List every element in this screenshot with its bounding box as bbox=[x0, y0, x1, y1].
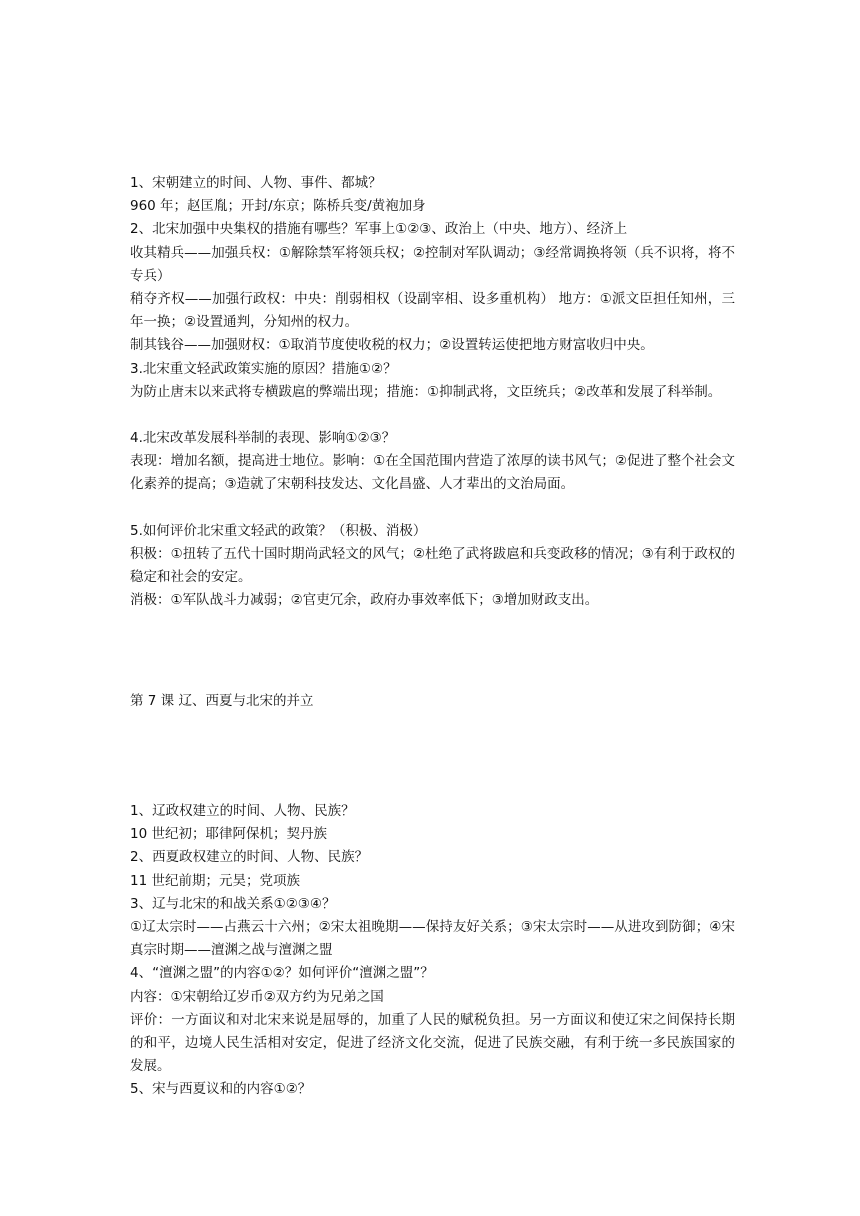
question-4: 4.北宋改革发展科举制的表现、影响①②③？ bbox=[130, 430, 396, 447]
question-5: 5、宋与西夏议和的内容①②？ bbox=[130, 1081, 312, 1098]
answer-2-political: 稍夺齐权——加强行政权：中央：削弱相权（设副宰相、设多重机构） 地方：①派文臣担任知州，三年一换；②设置通判，分知州的权力。 bbox=[130, 291, 735, 331]
section-liao-xixia bbox=[130, 800, 735, 1102]
answer-4-content: 内容：①宋朝给辽岁币②双方约为兄弟之国 bbox=[130, 988, 384, 1005]
spacer bbox=[130, 497, 735, 520]
answer-5-positive: 积极：①扭转了五代十国时期尚武轻文的风气；②杜绝了武将跋扈和兵变政移的情况；③有利于政权的稳定和社会的安定。 bbox=[130, 545, 735, 586]
lesson-title: 第 7 课 辽、西夏与北宋的并立 bbox=[130, 693, 314, 709]
section-song-dynasty bbox=[130, 172, 735, 612]
question-3: 3.北宋重文轻武政策实施的原因？措施①②？ bbox=[130, 360, 397, 377]
answer-5-negative: 消极：①军队战斗力减弱；②官吏冗余，政府办事效率低下；③增加财政支出。 bbox=[130, 592, 599, 609]
answer-3: 为防止唐末以来武将专横跋扈的弊端出现；措施：①抑制武将，文臣统兵；②改革和发展了科举制。 bbox=[130, 383, 722, 400]
question-1: 1、宋朝建立的时间、人物、事件、都城？ bbox=[130, 175, 382, 191]
answer-1: 10 世纪初；耶律阿保机；契丹族 bbox=[130, 826, 327, 843]
answer-3: ①辽太宗时——占燕云十六州；②宋太祖晚期——保持友好关系；③宋太宗时——从进攻到防御；④宋真宗时期——澶渊之战与澶渊之盟 bbox=[130, 919, 735, 959]
answer-2: 11 世纪前期；元昊；党项族 bbox=[130, 872, 300, 889]
question-1: 1、辽政权建立的时间、人物、民族？ bbox=[130, 803, 355, 819]
question-3: 3、辽与北宋的和战关系①②③④？ bbox=[130, 895, 336, 912]
question-4: 4、“澶渊之盟”的内容①②？如何评价“澶渊之盟”？ bbox=[130, 965, 434, 982]
answer-2-military: 收其精兵——加强兵权：①解除禁军将领兵权；②控制对军队调动；③经常调换将领（兵不识将，将不专兵） bbox=[130, 244, 735, 284]
question-5: 5.如何评价北宋重文轻武的政策？（积极、消极） bbox=[130, 522, 427, 539]
answer-2-economic: 制其钱谷——加强财权：①取消节度使收税的权力；②设置转运使把地方财富收归中央。 bbox=[130, 337, 654, 354]
answer-4: 表现：增加名额，提高进士地位。影响：①在全国范围内营造了浓厚的读书风气；②促进了整个社会文化素养的提高；③造就了宋朝科技发达、文化昌盛、人才辈出的文治局面。 bbox=[130, 453, 735, 493]
question-2: 2、北宋加强中央集权的措施有哪些？军事上①②③、政治上（中央、地方）、经济上 bbox=[130, 221, 628, 238]
answer-1: 960 年；赵匡胤；开封/东京；陈桥兵变/黄袍加身 bbox=[130, 198, 426, 215]
answer-4-evaluation: 评价：一方面议和对北宋来说是屈辱的，加重了人民的赋税负担。另一方面议和使辽宋之间保持长期的和平，边境人民生活相对安定，促进了经济文化交流，促进了民族交融，有利于统一多民族国家的发展。 bbox=[130, 1011, 735, 1075]
question-2: 2、西夏政权建立的时间、人物、民族？ bbox=[130, 849, 369, 866]
spacer bbox=[130, 404, 735, 427]
